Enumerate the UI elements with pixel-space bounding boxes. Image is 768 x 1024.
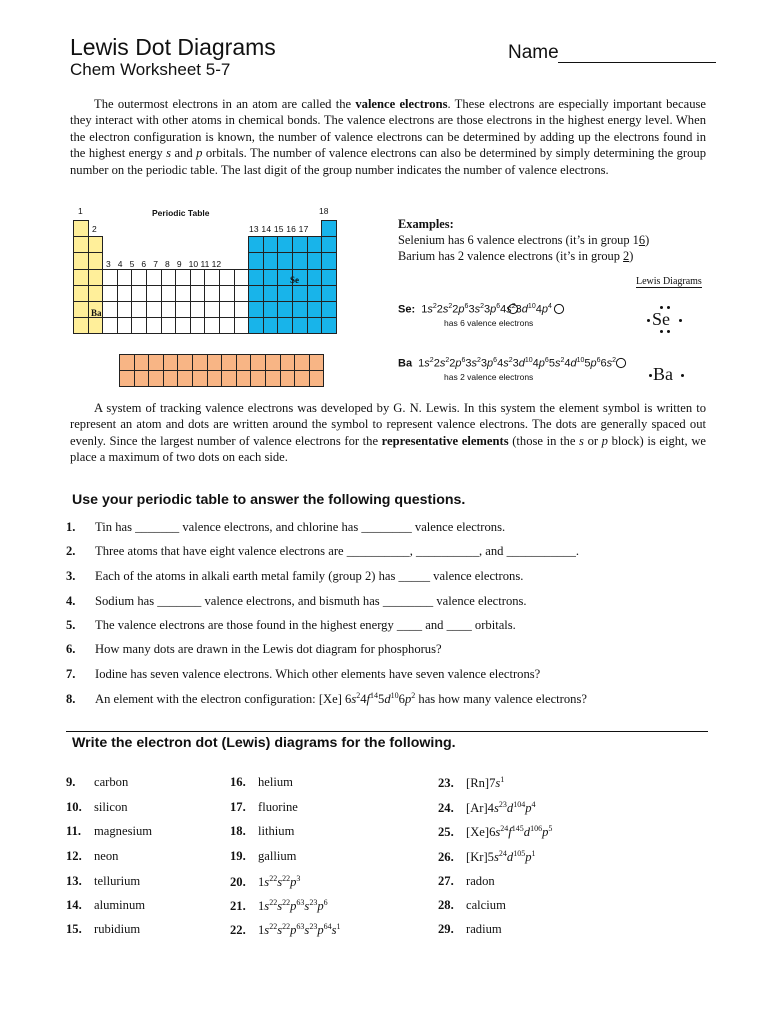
f-block-cell <box>207 370 223 387</box>
item-text: carbon <box>94 775 129 789</box>
diagram-item[interactable] <box>66 874 140 889</box>
periodic-table-title: Periodic Table <box>152 208 210 218</box>
element-cell <box>219 301 235 318</box>
element-cell <box>321 269 337 286</box>
element-cell <box>175 301 191 318</box>
question-1[interactable]: 1. Tin has _______ valence electrons, and chlorine has ________ valence electrons. <box>66 520 506 534</box>
element-cell <box>263 269 279 286</box>
item-number: 14. <box>66 898 82 912</box>
element-cell <box>146 301 162 318</box>
question-7[interactable]: 7. Iodine has seven valence electrons. Which other elements have seven valence electrons? <box>66 667 541 681</box>
element-cell <box>307 269 323 286</box>
element-cell <box>292 317 308 334</box>
element-cell <box>73 220 89 237</box>
element-cell <box>131 301 147 318</box>
item-text: rubidium <box>94 922 141 936</box>
element-cell <box>102 269 118 286</box>
worksheet-title: Lewis Dot Diagrams <box>70 34 276 60</box>
element-cell <box>73 285 89 302</box>
se-note: has 6 valence electrons <box>444 318 534 328</box>
element-cell <box>277 252 293 269</box>
ba-dot <box>649 374 652 377</box>
element-cell <box>117 269 133 286</box>
element-cell <box>307 317 323 334</box>
f-block-cell <box>250 370 266 387</box>
element-cell <box>102 285 118 302</box>
element-cell <box>175 317 191 334</box>
item-text: helium <box>258 775 293 789</box>
item-number: 29. <box>438 922 454 936</box>
diagram-item[interactable] <box>438 800 535 816</box>
element-cell <box>190 301 206 318</box>
f-block-cell <box>236 370 252 387</box>
f-block-cell <box>177 370 193 387</box>
element-cell <box>117 285 133 302</box>
diagram-item[interactable] <box>438 775 504 791</box>
element-cell <box>321 220 337 237</box>
element-cell <box>131 285 147 302</box>
question-4[interactable]: 4. Sodium has _______ valence electrons, and bismuth has ________ valence electrons. <box>66 594 527 608</box>
element-cell <box>263 285 279 302</box>
f-block-cell <box>177 354 193 371</box>
diagram-item[interactable] <box>438 898 506 913</box>
item-text: $[Rn]7s^1$ <box>466 775 505 791</box>
selenium-example: Selenium has 6 valence electrons (it’s in group 16) <box>398 233 650 247</box>
element-cell <box>190 317 206 334</box>
question-5[interactable]: 5. The valence electrons are those found in the highest energy ____ and ____ orbitals. <box>66 618 516 632</box>
ba-configuration: Ba $1s^22s^22p^63s^23p^64s^23d^{10}4p^65s^24d^{10}5p^66s^2$ <box>398 357 617 370</box>
lewis-paragraph: A system of tracking valence electrons was developed by G. N. Lewis. In this system the element symbol is written to represent an atom and dots are written around the symbol to represent valence electrons. The dots are generally spaced out evenly. Since the largest number of valence electrons for the representative elements (those in the s or p block) is eight, we place a maximum of two dots on each side. <box>70 401 707 465</box>
se-dot <box>660 306 663 309</box>
name-label: Name <box>508 42 559 63</box>
item-text: gallium <box>258 849 297 863</box>
element-cell <box>102 301 118 318</box>
element-cell <box>73 269 89 286</box>
element-cell <box>234 269 250 286</box>
group-18-label: 18 <box>319 206 329 216</box>
element-cell <box>204 269 220 286</box>
f-block-cell <box>119 370 135 387</box>
f-block-cell <box>280 370 296 387</box>
item-number: 9. <box>66 775 76 789</box>
diagram-item[interactable] <box>66 922 140 937</box>
element-cell <box>277 317 293 334</box>
element-cell <box>161 317 177 334</box>
item-text: silicon <box>94 800 128 814</box>
f-block-cell <box>134 354 150 371</box>
ba-dot <box>681 374 684 377</box>
item-text: $1s^{22}s^{22}p^{63}s^{23}p^6$ <box>258 898 328 914</box>
element-cell <box>204 285 220 302</box>
item-text: lithium <box>258 824 295 838</box>
element-cell <box>248 269 264 286</box>
item-number: 27. <box>438 874 454 888</box>
element-cell <box>190 269 206 286</box>
item-number: 13. <box>66 874 82 888</box>
element-cell <box>219 285 235 302</box>
element-cell <box>277 236 293 253</box>
element-cell <box>321 252 337 269</box>
f-block-cell <box>221 370 237 387</box>
diagram-item[interactable] <box>438 922 502 937</box>
item-number: 12. <box>66 849 82 863</box>
f-block-cell <box>309 354 325 371</box>
element-cell <box>190 285 206 302</box>
f-block-cell <box>265 354 281 371</box>
group-1-label: 1 <box>78 206 83 216</box>
diagram-item[interactable] <box>438 874 495 889</box>
element-cell <box>292 252 308 269</box>
se-dot <box>679 319 682 322</box>
worksheet-subtitle: Chem Worksheet 5-7 <box>70 60 231 79</box>
element-cell <box>175 285 191 302</box>
item-number: 25. <box>438 825 454 840</box>
name-blank[interactable] <box>558 62 716 63</box>
element-cell <box>204 301 220 318</box>
element-cell <box>117 317 133 334</box>
section-divider <box>66 731 708 732</box>
element-cell <box>248 252 264 269</box>
se-valence-circles <box>500 302 570 316</box>
question-2[interactable]: 2. Three atoms that have eight valence electrons are __________, __________, and ___________. <box>66 544 580 558</box>
element-cell <box>73 317 89 334</box>
diagram-item[interactable] <box>66 849 118 864</box>
element-cell <box>277 285 293 302</box>
element-cell <box>234 317 250 334</box>
item-text: neon <box>94 849 119 863</box>
f-block-cell <box>119 354 135 371</box>
item-text: $[Ar]4s^{23}d^{104}p^4$ <box>466 800 536 816</box>
item-number: 16. <box>230 775 246 789</box>
item-text: $[Kr]5s^{24}d^{105}p^1$ <box>466 849 536 865</box>
element-cell <box>88 317 104 334</box>
element-cell <box>277 301 293 318</box>
examples-block <box>398 216 649 264</box>
element-cell <box>73 252 89 269</box>
item-number: 11. <box>66 824 82 838</box>
examples-heading: Examples: <box>398 217 454 231</box>
item-text: magnesium <box>94 824 153 838</box>
f-block-cell <box>221 354 237 371</box>
element-cell <box>321 285 337 302</box>
element-cell <box>73 301 89 318</box>
item-number: 28. <box>438 898 454 912</box>
f-block-cell <box>294 370 310 387</box>
element-cell <box>248 236 264 253</box>
diagram-item[interactable] <box>230 849 296 864</box>
se-element: Se <box>290 275 299 285</box>
diagram-item[interactable] <box>230 824 294 839</box>
f-block-cell <box>192 354 208 371</box>
group-3-12-labels: 3 4 5 6 7 8 9 10 11 12 <box>106 259 222 269</box>
se-dot <box>647 319 650 322</box>
diagram-item[interactable] <box>66 800 128 815</box>
item-number: 19. <box>230 849 246 863</box>
ba-note: has 2 valence electrons <box>444 372 534 382</box>
element-cell <box>307 252 323 269</box>
f-block-cell <box>280 354 296 371</box>
item-text: radium <box>466 922 502 936</box>
f-block-cell <box>192 370 208 387</box>
se-dot <box>667 306 670 309</box>
diagram-item[interactable] <box>230 775 293 790</box>
element-cell <box>73 236 89 253</box>
item-number: 26. <box>438 850 454 865</box>
item-text: $1s^{22}s^{22}p^{63}s^{23}p^{64}s^1$ <box>258 922 341 938</box>
element-cell <box>248 301 264 318</box>
item-number: 20. <box>230 875 246 890</box>
diagram-item[interactable] <box>438 824 552 840</box>
element-cell <box>131 269 147 286</box>
instruction-diagrams: Write the electron dot (Lewis) diagrams for the following. <box>72 735 456 751</box>
element-cell <box>307 285 323 302</box>
ba-element: Ba <box>91 308 102 318</box>
item-text: aluminum <box>94 898 146 912</box>
group-13-17-labels: 13 14 15 16 17 <box>249 224 309 234</box>
element-cell <box>248 285 264 302</box>
diagram-item[interactable] <box>230 898 328 914</box>
item-number: 21. <box>230 899 246 914</box>
intro-paragraph: The outermost electrons in an atom are called the valence electrons. These electrons are especially important because they interact with other atoms in chemical bonds. The valence electrons are those electrons in the highest energy level. When the electron configuration is known, the number of valence electrons can be determined by adding up the electrons found in the highest energy s and p orbitals. The number of valence electrons can also be determined by simply determining the group number on the periodic table. The last digit of the group number indicates the number of valence electrons. <box>70 97 707 177</box>
f-block-cell <box>163 354 179 371</box>
f-block-cell <box>148 370 164 387</box>
item-text: fluorine <box>258 800 298 814</box>
f-block-cell <box>207 354 223 371</box>
item-number: 10. <box>66 800 82 814</box>
element-cell <box>219 269 235 286</box>
diagram-item[interactable] <box>66 824 152 839</box>
f-block-cell <box>134 370 150 387</box>
element-cell <box>131 317 147 334</box>
element-cell <box>88 285 104 302</box>
item-text: radon <box>466 874 495 888</box>
diagram-item[interactable] <box>230 800 298 815</box>
f-block-cell <box>309 370 325 387</box>
element-cell <box>175 269 191 286</box>
element-cell <box>307 301 323 318</box>
barium-example: Barium has 2 valence electrons (it’s in group 2) <box>398 249 634 263</box>
element-cell <box>263 252 279 269</box>
element-cell <box>263 236 279 253</box>
f-block-cell <box>294 354 310 371</box>
element-cell <box>292 301 308 318</box>
item-text: $[Xe]6s^{24}f^{145}d^{106}p^5$ <box>466 824 553 840</box>
element-cell <box>321 301 337 318</box>
element-cell <box>263 317 279 334</box>
element-cell <box>161 285 177 302</box>
diagram-item[interactable] <box>230 922 341 938</box>
diagram-item[interactable] <box>66 775 128 790</box>
ba-lewis-diagram: Ba <box>653 364 673 384</box>
f-block-cell <box>148 354 164 371</box>
element-cell <box>307 236 323 253</box>
element-cell <box>263 301 279 318</box>
f-block-cell <box>250 354 266 371</box>
group-2-label: 2 <box>92 224 97 234</box>
item-number: 15. <box>66 922 82 936</box>
se-lewis-diagram: Se <box>652 309 670 329</box>
element-cell <box>117 301 133 318</box>
element-cell <box>161 269 177 286</box>
element-cell <box>146 317 162 334</box>
element-cell <box>219 317 235 334</box>
f-block-cell <box>163 370 179 387</box>
diagram-item[interactable] <box>438 849 535 865</box>
element-cell <box>88 236 104 253</box>
element-cell <box>88 269 104 286</box>
element-cell <box>321 236 337 253</box>
element-cell <box>248 317 264 334</box>
se-configuration: Se: $1s^22s^22p^63s^23p^64s^23d^{10}4p^4$ <box>398 303 552 316</box>
se-dot <box>660 330 663 333</box>
se-dot <box>667 330 670 333</box>
element-cell <box>292 236 308 253</box>
element-cell <box>146 269 162 286</box>
element-cell <box>204 317 220 334</box>
f-block-cell <box>265 370 281 387</box>
f-block-cell <box>236 354 252 371</box>
question-6[interactable]: 6. How many dots are drawn in the Lewis dot diagram for phosphorus? <box>66 642 442 656</box>
lewis-diagrams-label: Lewis Diagrams <box>636 276 702 287</box>
element-cell <box>161 301 177 318</box>
element-cell <box>234 285 250 302</box>
diagram-item[interactable] <box>66 898 145 913</box>
item-text: $1s^{22}s^{22}p^3$ <box>258 874 301 890</box>
element-cell <box>321 317 337 334</box>
element-cell <box>88 252 104 269</box>
ba-valence-circle <box>614 356 628 370</box>
question-8[interactable]: 8. An element with the electron configuration: [Xe] $6s^24f^{14}5d^{10}6p^2$ has how many valence electrons? <box>66 691 587 707</box>
diagram-item[interactable] <box>230 874 300 890</box>
element-cell <box>102 317 118 334</box>
instruction-questions: Use your periodic table to answer the following questions. <box>72 492 466 508</box>
element-cell <box>292 285 308 302</box>
item-text: calcium <box>466 898 506 912</box>
question-3[interactable]: 3. Each of the atoms in alkali earth metal family (group 2) has _____ valence electrons. <box>66 569 524 583</box>
element-cell <box>234 301 250 318</box>
item-number: 17. <box>230 800 246 814</box>
item-number: 18. <box>230 824 246 838</box>
item-number: 23. <box>438 776 454 791</box>
item-number: 24. <box>438 801 454 816</box>
item-text: tellurium <box>94 874 141 888</box>
item-number: 22. <box>230 923 246 938</box>
periodic-table <box>70 206 360 396</box>
element-cell <box>146 285 162 302</box>
